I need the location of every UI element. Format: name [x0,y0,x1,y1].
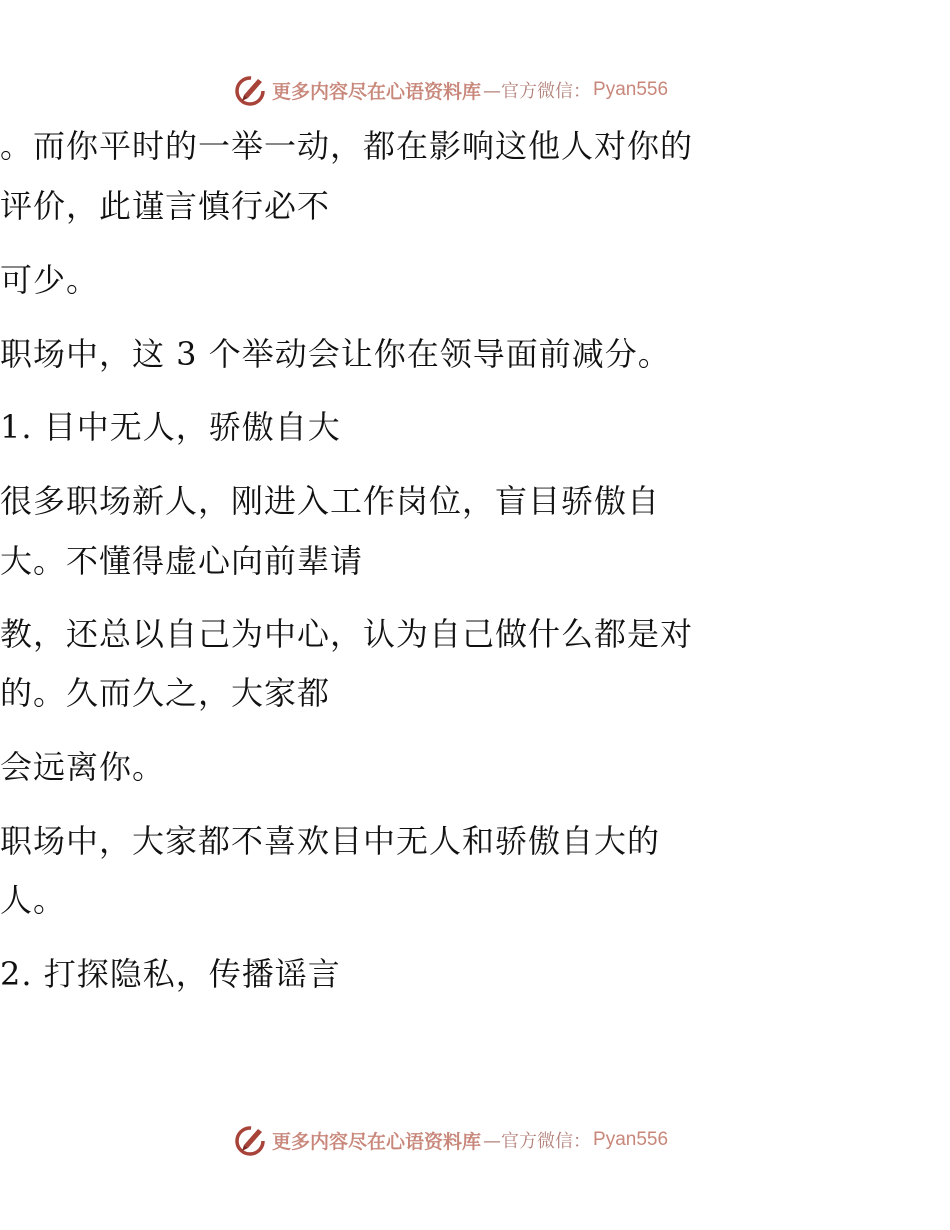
body-line: 会远离你。 [0,748,166,786]
body-line: 的。久而久之，大家都 [0,674,331,712]
body-line: 1. 目中无人，骄傲自大 [0,408,341,446]
body-line: 教，还总以自己为中心，认为自己做什么都是对 [0,615,694,653]
body-line: 人。 [0,881,67,919]
body-line: 2. 打探隐私，传播谣言 [0,955,341,993]
header-banner [234,72,668,108]
footer-banner-wechat-id: Pyan556 [593,1129,669,1150]
brush-pen-logo-icon [234,73,268,107]
body-line: 职场中，大家都不喜欢目中无人和骄傲自大的 [0,822,661,860]
body-line: 职场中，这 3 个举动会让你在领导面前减分。 [0,335,671,373]
body-line: 。而你平时的一举一动，都在影响这他人对你的 [0,127,694,165]
footer-banner-separator: —官方微信： [483,1131,592,1152]
footer-banner-text: 更多内容尽在心语资料库 [272,1130,482,1153]
header-banner-separator: —官方微信： [483,81,592,102]
body-line: 可少。 [0,261,100,299]
brush-pen-logo-icon [234,1123,268,1157]
header-banner-wechat-id: Pyan556 [593,79,669,100]
body-line: 大。不懂得虚心向前辈请 [0,542,364,580]
footer-banner [234,1122,668,1158]
body-line: 评价，此谨言慎行必不 [0,187,331,225]
body-line: 很多职场新人，刚进入工作岗位，盲目骄傲自 [0,482,661,520]
header-banner-text: 更多内容尽在心语资料库 [272,80,482,103]
